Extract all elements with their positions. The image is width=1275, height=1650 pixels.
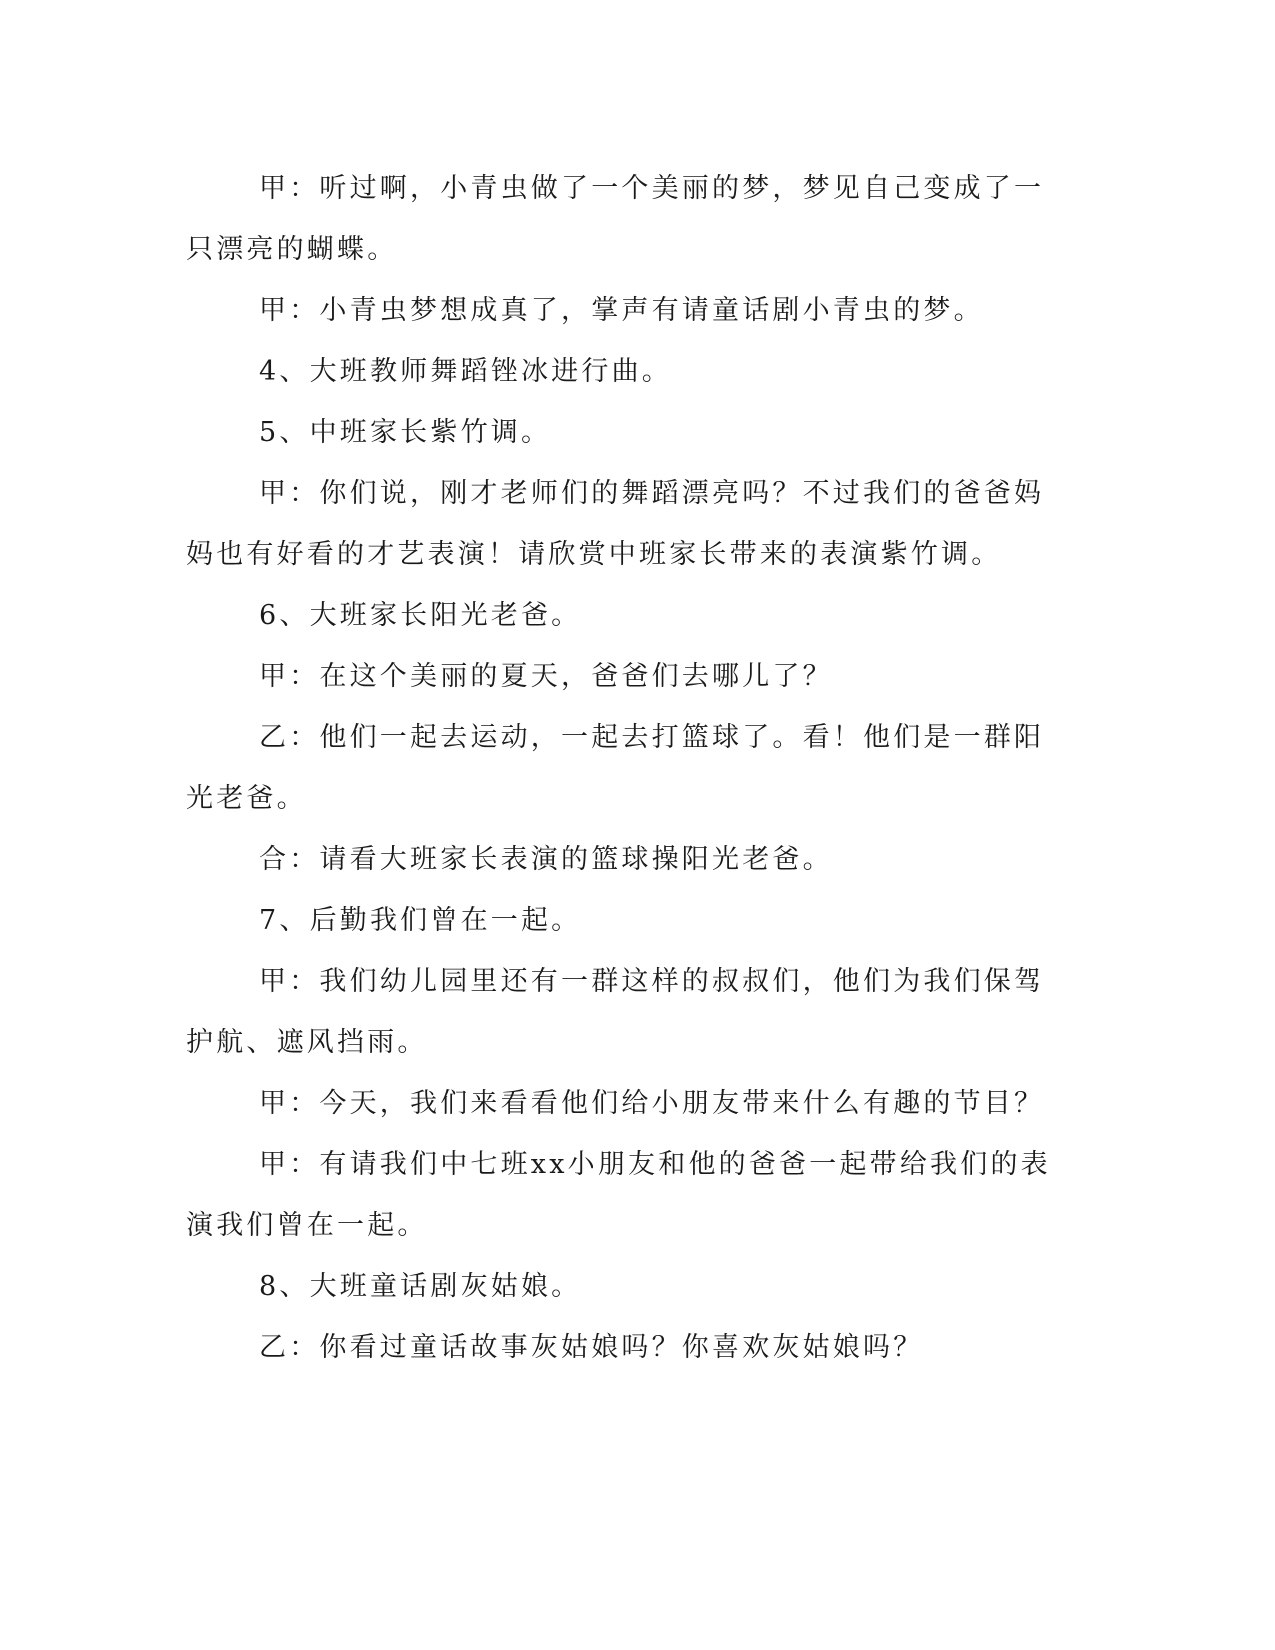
list-item-heading: 4、大班教师舞蹈锉冰进行曲。	[259, 356, 672, 387]
document-body	[186, 158, 1066, 1378]
list-item-heading: 6、大班家长阳光老爸。	[259, 600, 582, 631]
paragraph: 合：请看大班家长表演的篮球操阳光老爸。	[259, 844, 833, 875]
paragraph: 甲：在这个美丽的夏天，爸爸们去哪儿了？	[259, 661, 833, 692]
list-item-heading: 7、后勤我们曾在一起。	[259, 905, 582, 936]
paragraph: 甲：听过啊，小青虫做了一个美丽的梦，梦见自己变成了一只漂亮的蝴蝶。	[186, 173, 1045, 265]
paragraph: 甲：我们幼儿园里还有一群这样的叔叔们，他们为我们保驾护航、遮风挡雨。	[186, 966, 1045, 1058]
list-item-heading: 5、中班家长紫竹调。	[259, 417, 552, 448]
paragraph: 甲：小青虫梦想成真了，掌声有请童话剧小青虫的梦。	[259, 295, 984, 326]
paragraph: 乙：他们一起去运动，一起去打篮球了。看！他们是一群阳光老爸。	[186, 722, 1045, 814]
paragraph: 甲：你们说，刚才老师们的舞蹈漂亮吗？不过我们的爸爸妈妈也有好看的才艺表演！请欣赏中班家长带来的表演紫竹调。	[186, 478, 1045, 570]
paragraph: 甲：今天，我们来看看他们给小朋友带来什么有趣的节目？	[259, 1088, 1045, 1119]
paragraph: 甲：有请我们中七班xx小朋友和他的爸爸一起带给我们的表演我们曾在一起。	[186, 1149, 1051, 1241]
list-item-heading: 8、大班童话剧灰姑娘。	[259, 1271, 582, 1302]
paragraph: 乙：你看过童话故事灰姑娘吗？你喜欢灰姑娘吗？	[259, 1332, 924, 1363]
